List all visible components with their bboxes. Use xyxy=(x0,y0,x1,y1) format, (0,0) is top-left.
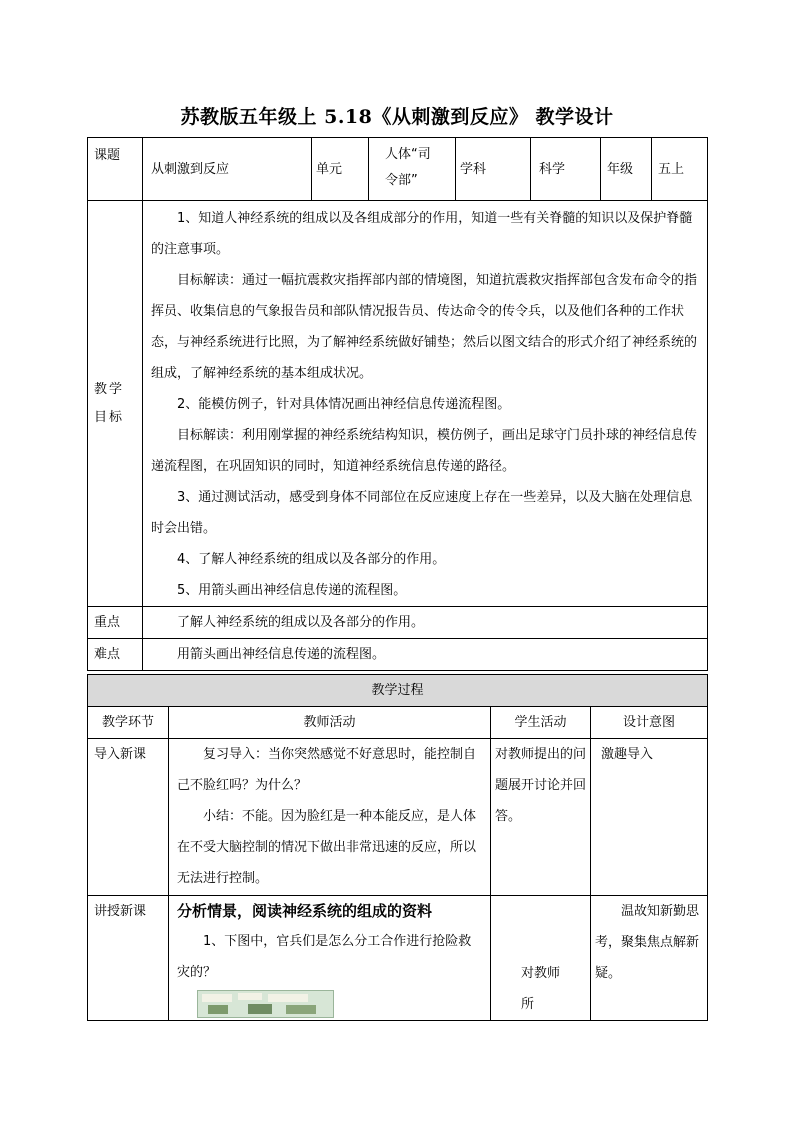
goal-paragraph: 目标解读：通过一幅抗震救灾指挥部内部的情境图，知道抗震救灾指挥部包含发布命令的指挥员、收集信息的气象报告员和部队情况报告员、传达命令的传令兵，以及他们各种的工作状态，与神经系统进行比照，为了解神经系统做好铺垫；然后以图文结合的形式介绍了神经系统的组成，了解神经系统的基本组成状况。 xyxy=(151,273,698,381)
label-subject: 学科 xyxy=(456,138,531,201)
difficulty-row xyxy=(88,639,708,671)
goal-paragraph: 5、用箭头画出神经信息传递的流程图。 xyxy=(177,583,407,598)
teacher-cell: 分析情景，阅读神经系统的组成的资料 1、下图中，官兵们是怎么分工合作进行抢险救灾的？ xyxy=(169,896,491,1021)
teaching-process-table xyxy=(87,674,708,1021)
key-point-text: 了解人神经系统的组成以及各部分的作用。 xyxy=(143,607,708,639)
goal-paragraph: 4、了解人神经系统的组成以及各部分的作用。 xyxy=(177,552,446,567)
key-point-label: 重点 xyxy=(88,607,143,639)
teacher-cell: 复习导入：当你突然感觉不好意思时，能控制自己不脸红吗？为什么？ 小结：不能。因为脸红是一种本能反应，是人体在不受大脑控制的情况下做出非常迅速的反应，所以无法进行控制。 xyxy=(169,739,491,896)
student-cell: 对教师提出的问题展开讨论并回答。 xyxy=(491,739,591,896)
column-header-intent: 设计意图 xyxy=(591,707,708,739)
process-row-new xyxy=(88,896,708,1021)
stage-cell: 导入新课 xyxy=(88,739,169,896)
grade-value: 五上 xyxy=(652,138,708,201)
info-row xyxy=(88,138,708,201)
column-header-teacher: 教师活动 xyxy=(169,707,491,739)
unit-value: 人体“司令部” xyxy=(369,138,456,201)
label-unit: 单元 xyxy=(312,138,369,201)
column-header-stage: 教学环节 xyxy=(88,707,169,739)
process-header-row xyxy=(88,707,708,739)
intent-cell: 温故知新勤思考，聚集焦点解新疑。 xyxy=(591,896,708,1021)
disaster-relief-image xyxy=(197,990,334,1018)
difficulty-text: 用箭头画出神经信息传递的流程图。 xyxy=(143,639,708,671)
page-title: 苏教版五年级上 5.18《从刺激到反应》 教学设计 xyxy=(180,106,614,128)
difficulty-label: 难点 xyxy=(88,639,143,671)
intent-cell: 激趣导入 xyxy=(591,739,708,896)
stage-cell: 讲授新课 xyxy=(88,896,169,1021)
process-heading: 教学过程 xyxy=(88,675,708,707)
goals-label: 教学目标 xyxy=(88,201,143,607)
key-point-row xyxy=(88,607,708,639)
lesson-info-table xyxy=(87,137,708,671)
goals-row xyxy=(88,201,708,607)
process-row-intro xyxy=(88,739,708,896)
subject-value: 科学 xyxy=(531,138,601,201)
goal-paragraph: 3、通过测试活动，感受到身体不同部位在反应速度上存在一些差异，以及大脑在处理信息时会出错。 xyxy=(151,490,693,536)
student-cell: 对教师所 xyxy=(491,896,591,1021)
label-grade: 年级 xyxy=(601,138,652,201)
label-topic: 课题 xyxy=(88,138,143,201)
goal-paragraph: 2、能模仿例子，针对具体情况画出神经信息传递流程图。 xyxy=(177,397,511,412)
goals-content xyxy=(143,201,708,607)
topic-value: 从刺激到反应 xyxy=(143,138,312,201)
column-header-student: 学生活动 xyxy=(491,707,591,739)
goal-paragraph: 目标解读：利用刚掌握的神经系统结构知识，模仿例子，画出足球守门员扑球的神经信息传递流程图，在巩固知识的同时，知道神经系统信息传递的路径。 xyxy=(151,428,698,474)
teacher-heading: 分析情景，阅读神经系统的组成的资料 xyxy=(177,902,433,920)
goal-paragraph: 1、知道人神经系统的组成以及各组成部分的作用，知道一些有关脊髓的知识以及保护脊髓的注意事项。 xyxy=(151,211,693,257)
